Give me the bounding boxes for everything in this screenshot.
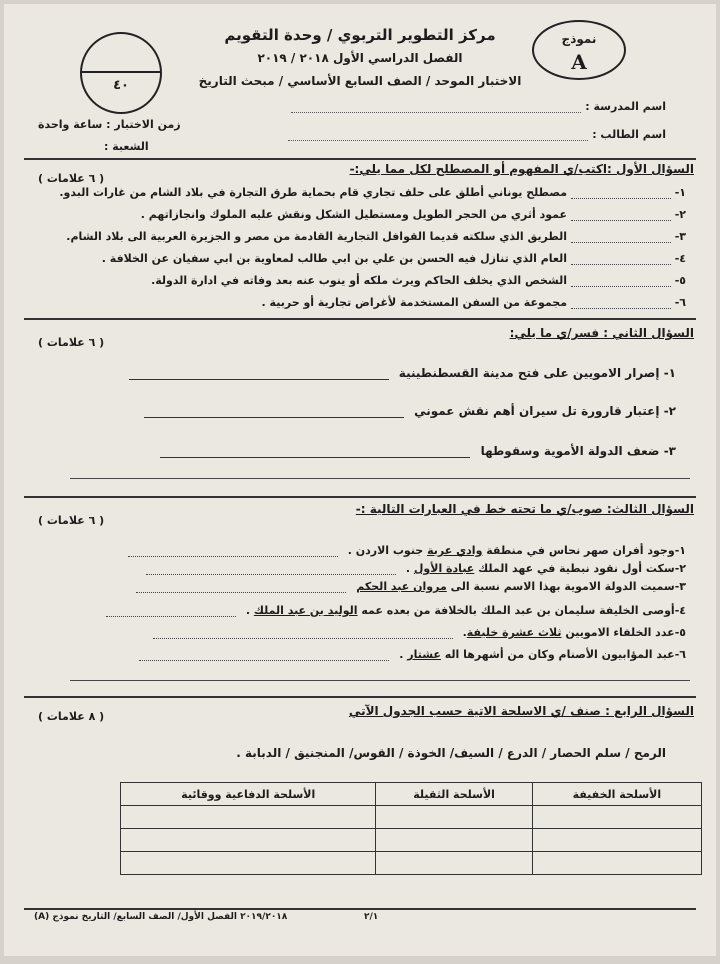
q3-item-3: ٣-سميت الدولة الاموية بهذا الاسم نسبة الى مروان عبد الحكم bbox=[46, 580, 686, 593]
q2-item-3: ٣- ضعف الدولة الأموية وسقوطها bbox=[160, 444, 676, 458]
q4-marks: ( ٨ علامات ) bbox=[38, 710, 105, 723]
q2-item-2: ٢- إعتبار قارورة تل سيران أهم نقش عموني bbox=[144, 404, 676, 418]
table-row bbox=[121, 829, 702, 852]
q1-blank-1[interactable] bbox=[571, 186, 671, 199]
score-total: ٤٠ bbox=[113, 78, 129, 93]
q2-answer-2[interactable] bbox=[144, 405, 404, 418]
table-cell[interactable] bbox=[376, 806, 532, 829]
q3-extra-line bbox=[70, 680, 690, 681]
center-title: مركز التطوير التربوي / وحدة التقويم bbox=[224, 26, 496, 44]
footer-page: ٢/١ bbox=[364, 912, 379, 922]
q1-item-2: ٢- عمود أثري من الحجر الطويل ومستطيل الشكل ونقش عليه الملوك وانجازاتهم . bbox=[140, 208, 686, 221]
q2-title: السؤال الثاني : فسر/ي ما يلي: bbox=[509, 326, 694, 340]
divider-4 bbox=[24, 696, 696, 698]
q2-answer-1[interactable] bbox=[129, 367, 389, 380]
q3-title: السؤال الثالث: صوب/ي ما تحته خط في العبارات التالية :- bbox=[355, 502, 694, 516]
divider-2 bbox=[24, 318, 696, 320]
q3-answer-4[interactable] bbox=[106, 604, 236, 617]
q4-weapons: الرمح / سلم الحصار / الدرع / السيف/ الخوذة / القوس/ المنجنيق / الدبابة . bbox=[236, 746, 666, 760]
q3-underlined-3: مروان عبد الحكم bbox=[356, 580, 447, 593]
q1-item-4: ٤- العام الذي تنازل فيه الحسن بن علي بن ابي طالب لمعاوية بن ابي سفيان عن الخلافة . bbox=[101, 252, 686, 265]
q1-blank-6[interactable] bbox=[571, 296, 671, 309]
q3-marks: ( ٦ علامات ) bbox=[38, 514, 105, 527]
student-field bbox=[288, 128, 666, 141]
q3-item-4: ٤-أوصى الخليفة سليمان بن عبد الملك بالخلافة من بعده عمه الوليد بن عبد الملك . bbox=[46, 604, 686, 617]
classification-table bbox=[120, 782, 702, 875]
q3-answer-6[interactable] bbox=[139, 648, 389, 661]
table-cell[interactable] bbox=[532, 852, 701, 875]
student-blank[interactable] bbox=[288, 128, 588, 141]
table-cell[interactable] bbox=[121, 806, 376, 829]
q2-answer-3[interactable] bbox=[160, 445, 470, 458]
table-row bbox=[121, 852, 702, 875]
q2-item-1: ١- إصرار الامويين على فتح مدينة القسطنطينية bbox=[129, 366, 676, 380]
col-light-weapons: الأسلحة الخفيفة bbox=[532, 783, 701, 806]
school-label: اسم المدرسة : bbox=[585, 100, 666, 113]
model-label: نموذج bbox=[561, 32, 597, 46]
model-oval bbox=[532, 20, 626, 80]
q3-underlined-4: الوليد بن عبد الملك bbox=[253, 604, 358, 617]
divider-1 bbox=[24, 158, 696, 160]
q1-item-5: ٥- الشخص الذي يخلف الحاكم ويرث ملكه أو ينوب عنه بعد وفاته في ادارة الدولة. bbox=[151, 274, 686, 287]
q3-answer-3[interactable] bbox=[136, 580, 346, 593]
section-label: الشعبة : bbox=[104, 140, 149, 153]
table-cell[interactable] bbox=[376, 852, 532, 875]
table-cell[interactable] bbox=[532, 829, 701, 852]
school-blank[interactable] bbox=[291, 100, 581, 113]
q4-title: السؤال الرابع : صنف /ي الاسلحة الاتية حسب الجدول الآتي bbox=[348, 704, 694, 718]
q3-underlined-1: وادي عربة bbox=[427, 544, 483, 557]
q3-underlined-2: عبادة الأول bbox=[413, 562, 475, 575]
time-label: زمن الاختبار : ساعة واحدة bbox=[38, 118, 181, 131]
model-letter: A bbox=[571, 50, 587, 74]
table-cell[interactable] bbox=[121, 852, 376, 875]
q3-answer-1[interactable] bbox=[128, 544, 338, 557]
q2-extra-line bbox=[70, 478, 690, 479]
score-divider bbox=[82, 71, 160, 73]
footer-text: ٢٠١٩/٢٠١٨ الفصل الأول/ الصف السابع/ التاريخ نموذج (A) bbox=[34, 912, 288, 922]
footer-divider bbox=[24, 908, 696, 910]
q1-item-6: ٦- مجموعة من السفن المستخدمة لأغراض تجارية أو حربية . bbox=[261, 296, 686, 309]
year-line: الفصل الدراسي الأول ٢٠١٨ / ٢٠١٩ bbox=[257, 51, 463, 65]
col-defensive-weapons: الأسلحة الدفاعية ووقائية bbox=[121, 783, 376, 806]
exam-line: الاختبار الموحد / الصف السابع الأساسي / مبحث التاريخ bbox=[198, 74, 522, 88]
table-cell[interactable] bbox=[376, 829, 532, 852]
table-cell[interactable] bbox=[532, 806, 701, 829]
q1-title: السؤال الأول :اكتب/ي المفهوم أو المصطلح لكل مما يلي:- bbox=[349, 162, 694, 176]
q3-item-2: ٢-سكت أول نقود نبطية في عهد الملك عبادة الأول . bbox=[46, 562, 686, 575]
table-row bbox=[121, 806, 702, 829]
q1-blank-2[interactable] bbox=[571, 208, 671, 221]
q1-blank-5[interactable] bbox=[571, 274, 671, 287]
q1-item-1: ١- مصطلح يوناني أطلق على حلف تجاري قام بحماية طرق التجارة في بلاد الشام من غارات البدو. bbox=[59, 186, 686, 199]
q3-item-5: ٥-عدد الخلفاء الامويين ثلاث عشرة خليفة. bbox=[46, 626, 686, 639]
q3-underlined-6: عشتار bbox=[407, 648, 441, 661]
col-heavy-weapons: الأسلحة الثقيلة bbox=[376, 783, 532, 806]
q2-marks: ( ٦ علامات ) bbox=[38, 336, 105, 349]
divider-3 bbox=[24, 496, 696, 498]
q1-marks: ( ٦ علامات ) bbox=[38, 172, 105, 185]
q3-answer-5[interactable] bbox=[153, 626, 453, 639]
q3-answer-2[interactable] bbox=[146, 562, 396, 575]
score-circle bbox=[80, 32, 162, 114]
q3-item-1: ١-وجود أفران صهر نحاس في منطقة وادي عربة جنوب الاردن . bbox=[46, 544, 686, 557]
table-header-row bbox=[121, 783, 702, 806]
student-label: اسم الطالب : bbox=[592, 128, 666, 141]
exam-page bbox=[4, 4, 716, 956]
table-cell[interactable] bbox=[121, 829, 376, 852]
q1-blank-4[interactable] bbox=[571, 252, 671, 265]
q3-item-6: ٦-عبد المؤابيون الأصنام وكان من أشهرها اله عشتار . bbox=[46, 648, 686, 661]
q1-blank-3[interactable] bbox=[571, 230, 671, 243]
school-field bbox=[291, 100, 666, 113]
q1-item-3: ٣- الطريق الذي سلكته قديما القوافل التجارية القادمة من مصر و الجزيرة العربية الى بلاد الشام. bbox=[66, 230, 686, 243]
q3-underlined-5: ثلاث عشرة خليفة bbox=[466, 626, 562, 639]
